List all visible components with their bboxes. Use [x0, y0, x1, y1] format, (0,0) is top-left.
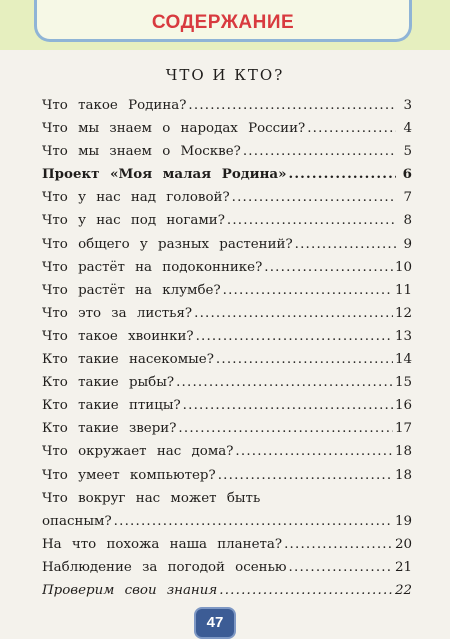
- toc-leader-dots: [178, 417, 393, 440]
- toc-entry-title: Что растёт на клумбе?: [42, 282, 221, 298]
- toc-entry-title: Что такое хвоинки?: [42, 328, 194, 344]
- toc-entry-title: Кто такие рыбы?: [42, 375, 175, 391]
- toc-entry-title: Что окружает нас дома?: [42, 444, 234, 460]
- toc-entry: [42, 94, 412, 117]
- page-number-badge: 47: [194, 607, 236, 639]
- toc-leader-dots: [227, 209, 396, 232]
- toc-entry-page: 10: [394, 259, 412, 275]
- toc-leader-dots: [289, 556, 393, 579]
- toc-leader-dots: [243, 140, 396, 163]
- toc-entry: [42, 417, 412, 440]
- section-title: ЧТО И КТО?: [165, 66, 285, 84]
- toc-entry: [42, 140, 412, 163]
- toc-entry-page: 4: [403, 121, 412, 137]
- toc-leader-dots: [219, 579, 393, 602]
- toc-leader-dots: [284, 533, 393, 556]
- toc-leader-dots: [218, 464, 393, 487]
- toc-entry: [42, 163, 412, 186]
- toc-entry: [42, 279, 412, 302]
- toc-entry-title: Кто такие звери?: [42, 421, 177, 437]
- toc-entry-page: 11: [394, 282, 412, 298]
- toc-entry: [42, 233, 412, 256]
- toc-leader-dots: [196, 325, 393, 348]
- toc-leader-dots: [295, 233, 396, 256]
- toc-entry-page: 19: [394, 513, 412, 529]
- toc-entry: [42, 440, 412, 463]
- toc-entry-page: 12: [394, 305, 412, 321]
- toc-entry-title: Что умеет компьютер?: [42, 467, 216, 483]
- toc-entry-title: Что общего у разных растений?: [42, 236, 293, 252]
- toc-entry-title: На что похожа наша планета?: [42, 536, 283, 552]
- toc-entry-title: Проект «Моя малая Родина»: [42, 166, 287, 183]
- contents-header: [34, 0, 412, 42]
- toc-leader-dots: [264, 256, 393, 279]
- toc-leader-dots: [223, 279, 393, 302]
- toc-entry: [42, 487, 412, 510]
- toc-entry: [42, 464, 412, 487]
- toc-entry-title: Кто такие птицы?: [42, 398, 181, 414]
- toc-entry-page: 3: [403, 98, 412, 113]
- toc-leader-dots: [216, 348, 393, 371]
- toc-entry-title: Что такое Родина?: [42, 98, 187, 113]
- toc-leader-dots: [176, 371, 393, 394]
- toc-entry-title: Что мы знаем о Москве?: [42, 144, 241, 160]
- toc-leader-dots: [194, 302, 393, 325]
- toc-leader-dots: [288, 163, 396, 186]
- toc-entry: [42, 510, 412, 533]
- toc-entry-title: опасным?: [42, 513, 112, 529]
- toc-entry: [42, 302, 412, 325]
- toc-entry: [42, 556, 412, 579]
- toc-entry-title: Что мы знаем о народах России?: [42, 121, 306, 137]
- toc-entry-title: Что у нас над головой?: [42, 190, 230, 206]
- toc-entry-page: 5: [403, 144, 412, 160]
- toc-entry-page: 8: [403, 213, 412, 229]
- toc-leader-dots: [307, 117, 396, 140]
- table-of-contents: [42, 94, 412, 602]
- toc-leader-dots: [235, 440, 393, 463]
- toc-entry-page: 20: [394, 536, 412, 552]
- toc-entry: [42, 579, 412, 602]
- toc-entry-page: 18: [394, 467, 412, 483]
- toc-entry: [42, 209, 412, 232]
- toc-entry-page: 17: [394, 421, 412, 437]
- toc-entry-page: 9: [403, 236, 412, 252]
- toc-entry-page: 16: [394, 398, 412, 414]
- toc-leader-dots: [114, 510, 393, 533]
- toc-entry: [42, 186, 412, 209]
- toc-entry-page: 18: [394, 444, 412, 460]
- toc-leader-dots: [188, 94, 396, 117]
- toc-entry-title: Кто такие насекомые?: [42, 352, 214, 368]
- contents-title: СОДЕРЖАНИЕ: [151, 11, 295, 33]
- toc-entry: [42, 348, 412, 371]
- toc-entry-title: Что у нас под ногами?: [42, 213, 225, 229]
- toc-entry: [42, 394, 412, 417]
- toc-entry-page: 21: [394, 559, 412, 575]
- toc-entry-title: Что растёт на подоконнике?: [42, 259, 263, 275]
- toc-entry-page: 14: [394, 352, 412, 368]
- toc-entry-title: Проверим свои знания: [42, 582, 218, 598]
- toc-leader-dots: [232, 186, 396, 209]
- toc-leader-dots: [183, 394, 393, 417]
- toc-entry: [42, 256, 412, 279]
- toc-entry-title: Что это за листья?: [42, 305, 193, 321]
- toc-entry-page: 7: [403, 190, 412, 206]
- toc-entry-title: Наблюдение за погодой осенью: [42, 559, 287, 575]
- toc-entry: [42, 371, 412, 394]
- toc-entry-page: 22: [394, 582, 412, 598]
- toc-entry: [42, 117, 412, 140]
- toc-entry: [42, 325, 412, 348]
- toc-entry-page: 15: [394, 375, 412, 391]
- toc-entry-page: 6: [402, 166, 412, 183]
- toc-entry-page: 13: [394, 328, 412, 344]
- toc-entry: [42, 533, 412, 556]
- toc-entry-title: Что вокруг нас может быть: [42, 490, 261, 506]
